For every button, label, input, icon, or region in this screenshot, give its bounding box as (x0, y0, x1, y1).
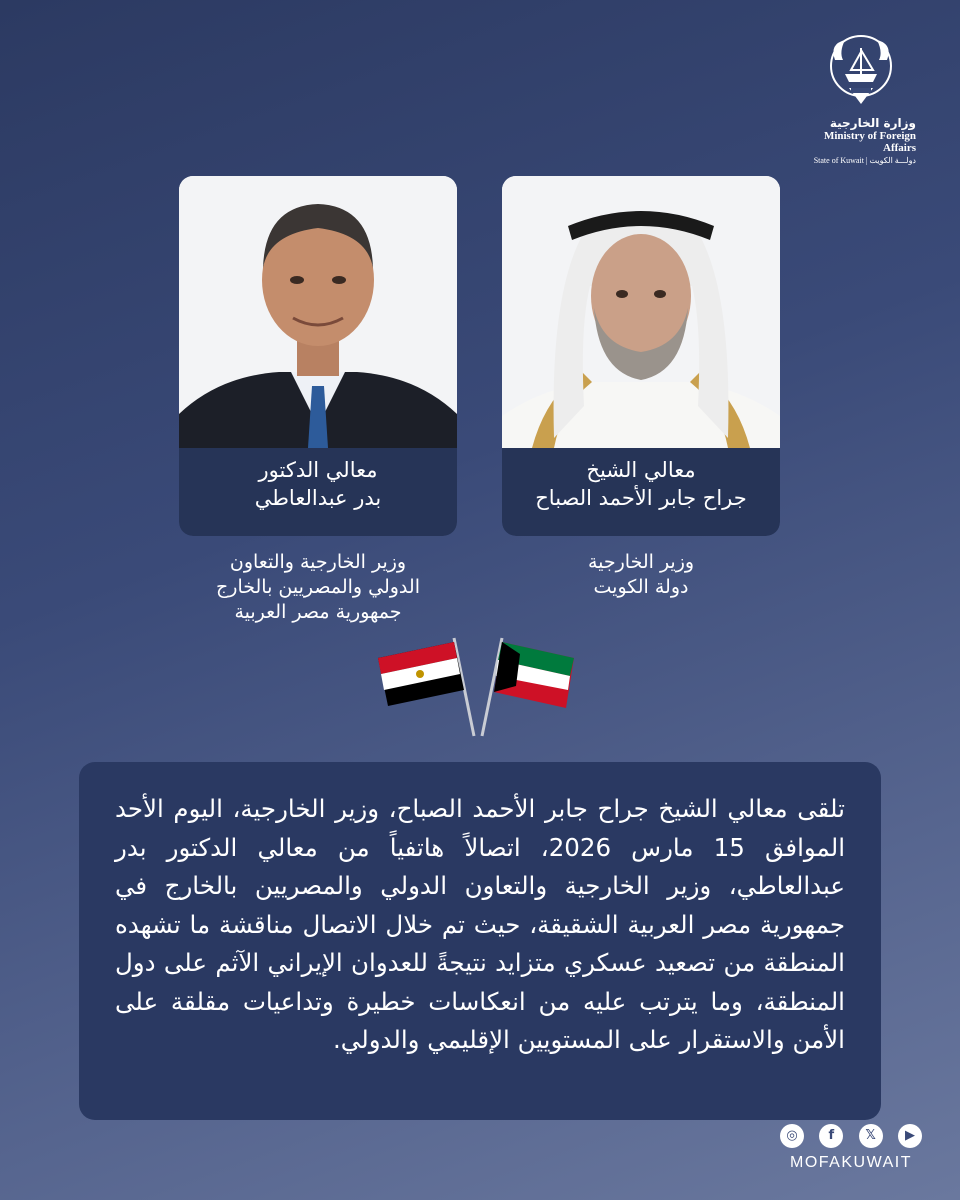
facebook-icon[interactable]: f (819, 1124, 843, 1148)
egypt-minister-honorific: معالي الدكتور (258, 458, 378, 482)
youtube-icon[interactable]: ▶ (898, 1124, 922, 1148)
kuwait-minister-title-line-2: دولة الكويت (593, 576, 689, 598)
announcement-body: تلقى معالي الشيخ جراح جابر الأحمد الصباح، وزير الخارجية، اليوم الأحد الموافق 15 مارس 2026، اتصالاً هاتفياً من معالي الدكتور بدر عبدالعاطي، وزير الخارجية والتعاون الدولي والمصريين بالخارج في جمهورية مصر العربية الشقيقة، حيث تم خلال الاتصال مناقشة ما تشهده المنطقة من تصعيد عسكري متزايد نتيجةً للعدوان الإيراني الآثم على دول المنطقة، وما يترتب عليه من انعكاسات خطيرة وتداعيات مقلقة على الأمن والاستقرار على المستويين الإقليمي والدولي. (115, 794, 845, 1054)
kuwait-minister-namebox (502, 448, 780, 536)
ministry-english-name: Ministry of Foreign Affairs (823, 130, 916, 154)
egypt-minister-namebox (179, 448, 457, 536)
egypt-minister-photo (179, 176, 457, 448)
kuwait-minister-name: جراح جابر الأحمد الصباح (535, 486, 747, 510)
x-icon[interactable]: 𝕏 (859, 1124, 883, 1148)
kuwait-minister-title (502, 550, 780, 600)
egypt-minister-title-line-3: جمهورية مصر العربية (234, 601, 402, 623)
egypt-minister-title-line-1: وزير الخارجية والتعاون (229, 551, 407, 573)
egypt-minister-title (179, 550, 457, 625)
kuwait-minister-honorific: معالي الشيخ (586, 458, 696, 482)
portrait-card-kuwait-minister (502, 176, 780, 536)
instagram-icon[interactable]: ◎ (780, 1124, 804, 1148)
social-handle: MOFAKUWAIT (790, 1154, 912, 1171)
kuwait-minister-photo (502, 176, 780, 448)
kuwait-minister-title-line-1: وزير الخارجية (587, 551, 695, 573)
portrait-card-egypt-minister (179, 176, 457, 536)
kuwait-flag-icon (494, 642, 574, 708)
egypt-minister-title-line-2: الدولي والمصريين بالخارج (216, 576, 420, 598)
announcement-textbox (79, 762, 881, 1120)
crossed-flags (370, 632, 590, 742)
kuwait-emblem-icon (821, 30, 901, 112)
ministry-logo (796, 30, 926, 165)
egypt-flag-icon (378, 642, 464, 706)
social-links (776, 1124, 926, 1172)
egypt-minister-name: بدر عبدالعاطي (254, 486, 382, 510)
ministry-state-line: State of Kuwait | دولـــة الكويت (813, 156, 916, 165)
ministry-arabic-name: وزارة الخارجية (829, 116, 916, 130)
